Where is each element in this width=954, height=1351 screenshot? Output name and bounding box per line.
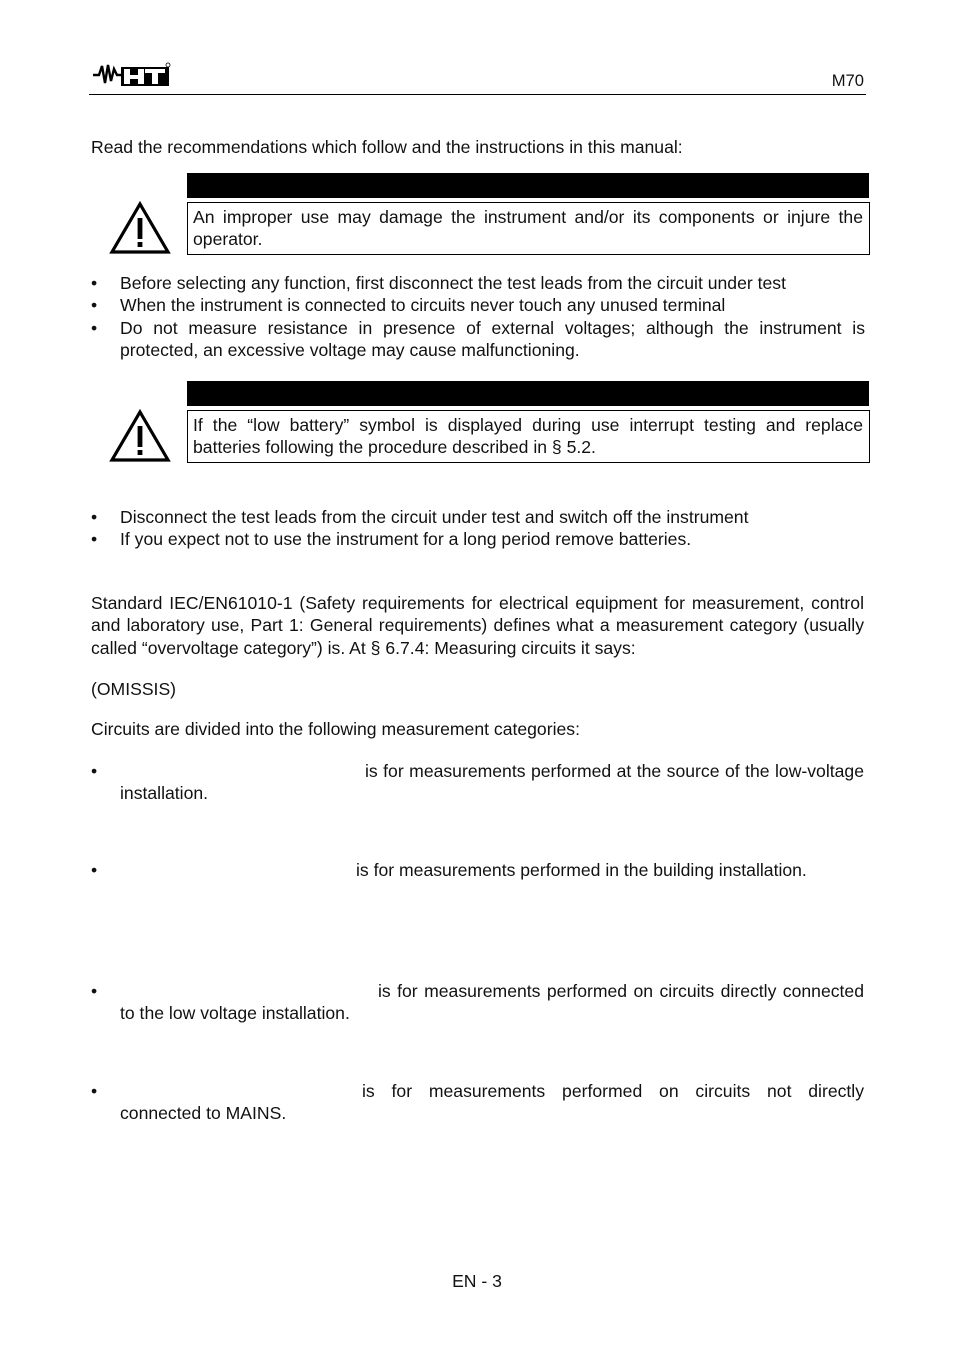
category-text: is for measurements performed on circuits directly connected to the low voltage installation. <box>120 981 864 1024</box>
category-text: is for measurements performed in the building installation. <box>356 860 807 880</box>
list-item: • Disconnect the test leads from the circuit under test and switch off the instrument <box>91 506 865 528</box>
after-use-list <box>91 506 865 551</box>
standard-paragraph: Standard IEC/EN61010-1 (Safety requirements for electrical equipment for measurement, control and laboratory use, Part 1: General requirements) defines what a measurement category (usually called “overvoltage category”) is. At § 6.7.4: Measuring circuits it says: <box>91 593 864 658</box>
page-number: EN - 3 <box>452 1271 502 1291</box>
category-text: is for measurements performed on circuits not directly connected to MAINS. <box>120 1081 864 1124</box>
omissis-text: (OMISSIS) <box>91 679 177 699</box>
during-use-list <box>91 272 865 362</box>
warning-title-bar <box>187 173 869 198</box>
header-rule <box>89 94 866 95</box>
model-name: M70 <box>831 71 864 90</box>
warning-box: If the “low battery” symbol is displayed during use interrupt testing and replace batteries following the procedure described in § 5.2. <box>187 410 870 463</box>
list-item: • If you expect not to use the instrument for a long period remove batteries. <box>91 528 865 550</box>
warning-triangle-icon <box>109 409 171 463</box>
category-text: is for measurements performed at the source of the low-voltage installation. <box>120 761 864 804</box>
category-item <box>91 760 864 805</box>
warning-title-bar <box>187 381 869 406</box>
list-item: • Do not measure resistance in presence of external voltages; although the instrument is protected, an excessive voltage may cause malfunctioning. <box>91 317 865 362</box>
list-item: • When the instrument is connected to circuits never touch any unused terminal <box>91 294 865 316</box>
category-item <box>91 859 864 881</box>
list-item: • Before selecting any function, first disconnect the test leads from the circuit under test <box>91 272 865 294</box>
categories-intro: Circuits are divided into the following measurement categories: <box>91 719 580 739</box>
intro-text: Read the recommendations which follow and the instructions in this manual: <box>91 137 683 157</box>
category-item <box>91 1080 864 1125</box>
category-item <box>91 980 864 1025</box>
warning-triangle-icon <box>109 201 171 255</box>
warning-box: An improper use may damage the instrument and/or its components or injure the operator. <box>187 202 870 255</box>
ht-logo <box>93 61 171 88</box>
